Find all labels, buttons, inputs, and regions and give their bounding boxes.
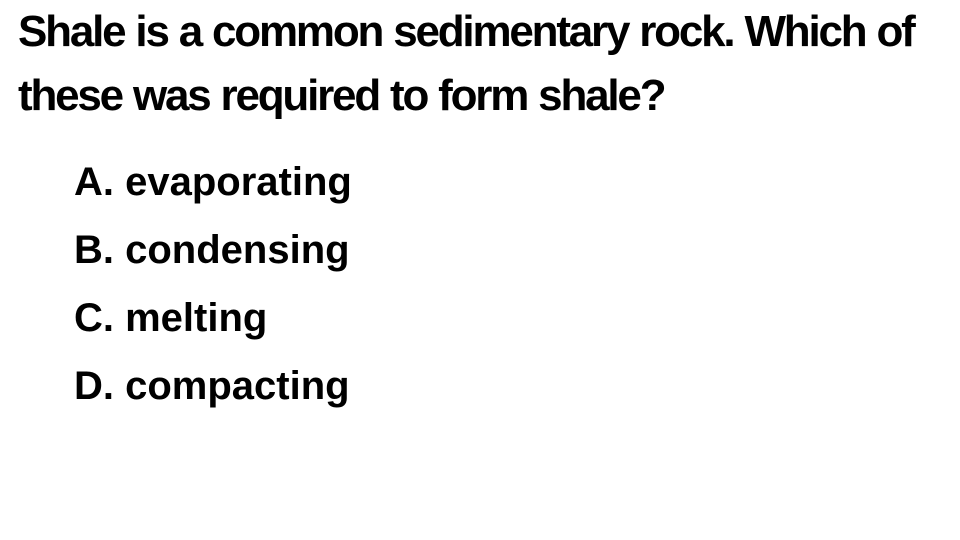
- option-d: D. compacting: [74, 364, 350, 408]
- answer-options-list: [74, 148, 352, 420]
- option-c: C. melting: [74, 296, 268, 340]
- option-a: A. evaporating: [74, 160, 352, 204]
- option-b: B. condensing: [74, 228, 350, 272]
- question-text: Shale is a common sedimentary rock. Which of these was required to form shale?: [18, 7, 914, 120]
